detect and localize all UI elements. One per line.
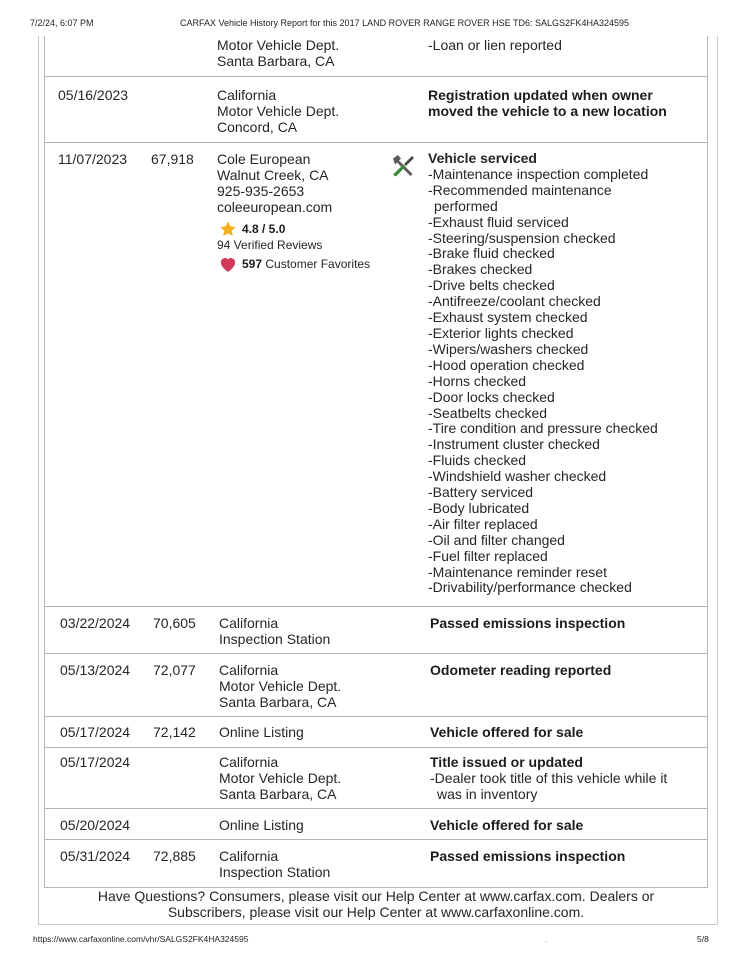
row-divider [44,808,708,809]
service-item: -Steering/suspension checked [428,229,616,246]
row-divider [44,839,708,840]
print-datetime: 7/2/24, 6:07 PM [30,18,94,28]
record-date: 05/20/2024 [60,817,131,833]
comment-heading: Passed emissions inspection [430,848,626,864]
service-item: -Battery serviced [428,484,534,501]
row-divider [44,716,708,717]
service-item: -Fuel filter replaced [428,547,548,564]
service-item: -Horns checked [428,372,527,389]
comment-heading: Registration updated when owner [428,87,653,103]
source-line: Inspection Station [219,631,331,647]
record-date: 05/31/2024 [60,848,131,864]
service-item: -Door locks checked [428,388,555,405]
comment-heading: Vehicle serviced [428,150,537,166]
service-item: -Maintenance inspection completed [428,165,649,182]
source-line: Online Listing [219,724,304,740]
shop-phone[interactable]: 925-935-2653 [217,183,305,199]
service-item: -Oil and filter changed [428,531,565,548]
record-date: 05/13/2024 [60,662,131,678]
service-item: -Body lubricated [428,499,530,516]
source-line: Concord, CA [217,119,298,135]
source-line: Santa Barbara, CA [219,694,337,710]
service-item: -Drive belts checked [428,277,555,294]
service-item: -Fluids checked [428,452,527,469]
record-date: 05/16/2023 [58,87,129,103]
row-divider [44,142,708,143]
service-item: -Drivability/performance checked [428,579,632,596]
favorites-label: Customer Favorites [265,257,371,271]
service-item: -Seatbelts checked [428,404,548,421]
source-line: Motor Vehicle Dept. [217,37,340,53]
source-line: Motor Vehicle Dept. [217,103,340,119]
source-line: Santa Barbara, CA [219,786,337,802]
report-title: CARFAX Vehicle History Report for this 2017 LAND ROVER RANGE ROVER HSE TD6: SALGS2FK4HA324595 [180,18,630,28]
record-date: 03/22/2024 [60,615,131,631]
service-item: -Antifreeze/coolant checked [428,293,601,310]
record-date: 05/17/2024 [60,724,131,740]
service-item: -Brake fluid checked [428,245,555,262]
source-line: California [219,754,279,770]
page-number: 5/8 [697,934,709,944]
row-divider [44,653,708,654]
comment-heading: Vehicle offered for sale [430,724,584,740]
comment-line: was in inventory [437,786,538,802]
source-line: Inspection Station [219,864,331,880]
service-item: -Exhaust fluid serviced [428,213,569,230]
source-line: Motor Vehicle Dept. [219,770,342,786]
row-divider [44,606,708,607]
service-item: -Exhaust system checked [428,309,588,326]
record-mileage: 67,918 [151,151,194,167]
service-item: -Exterior lights checked [428,324,574,341]
service-item: -Recommended maintenance [428,181,612,198]
service-item: -Windshield washer checked [428,468,607,485]
help-text: Subscribers, please visit our Help Center at www.carfaxonline.com. [167,904,585,920]
service-item: -Tire condition and pressure checked [428,420,658,437]
comment-heading: moved the vehicle to a new location [428,103,667,119]
row-divider [44,76,708,77]
service-item: -Wipers/washers checked [428,340,589,357]
footer-dot: . [545,934,548,944]
source-line: Motor Vehicle Dept. [219,678,342,694]
shop-rating: 4.8 / 5.0 [242,222,286,236]
source-line: California [217,87,277,103]
service-item: -Hood operation checked [428,356,585,373]
comment-heading: Odometer reading reported [430,662,612,678]
row-divider [44,747,708,748]
favorites-count: 597 [242,257,263,271]
comment-heading: Vehicle offered for sale [430,817,584,833]
service-item: performed [434,197,498,214]
shop-location: Walnut Creek, CA [217,167,329,183]
help-text: Have Questions? Consumers, please visit our Help Center at www.carfax.com. Dealers or [97,888,655,904]
shop-website[interactable]: coleeuropean.com [217,199,333,215]
record-mileage: 72,077 [153,662,196,678]
source-line: Online Listing [219,817,304,833]
comment-line: -Dealer took title of this vehicle while it [430,770,668,786]
record-mileage: 72,142 [153,724,196,740]
customer-favorites [242,257,370,271]
page-url[interactable]: https://www.carfaxonline.com/vhr/SALGS2FK4HA324595 [33,934,249,944]
shop-reviews[interactable]: 94 Verified Reviews [217,238,323,252]
comment-heading: Passed emissions inspection [430,615,626,631]
service-item: -Maintenance reminder reset [428,563,607,580]
wrench-screwdriver-icon [389,152,417,180]
comment-heading: Title issued or updated [430,754,583,770]
source-line: California [219,848,279,864]
shop-name: Cole European [217,151,311,167]
record-date: 05/17/2024 [60,754,131,770]
heart-icon [219,256,237,273]
service-details [428,151,658,596]
record-mileage: 70,605 [153,615,196,631]
service-item: -Brakes checked [428,261,533,278]
service-item: -Air filter replaced [428,515,538,532]
record-mileage: 72,885 [153,848,196,864]
record-date: 11/07/2023 [58,151,128,167]
source-line: Santa Barbara, CA [217,53,335,69]
star-icon [219,220,237,238]
service-item: -Instrument cluster checked [428,436,600,453]
source-line: California [219,662,279,678]
source-line: California [219,615,279,631]
comment-line: -Loan or lien reported [428,37,562,53]
